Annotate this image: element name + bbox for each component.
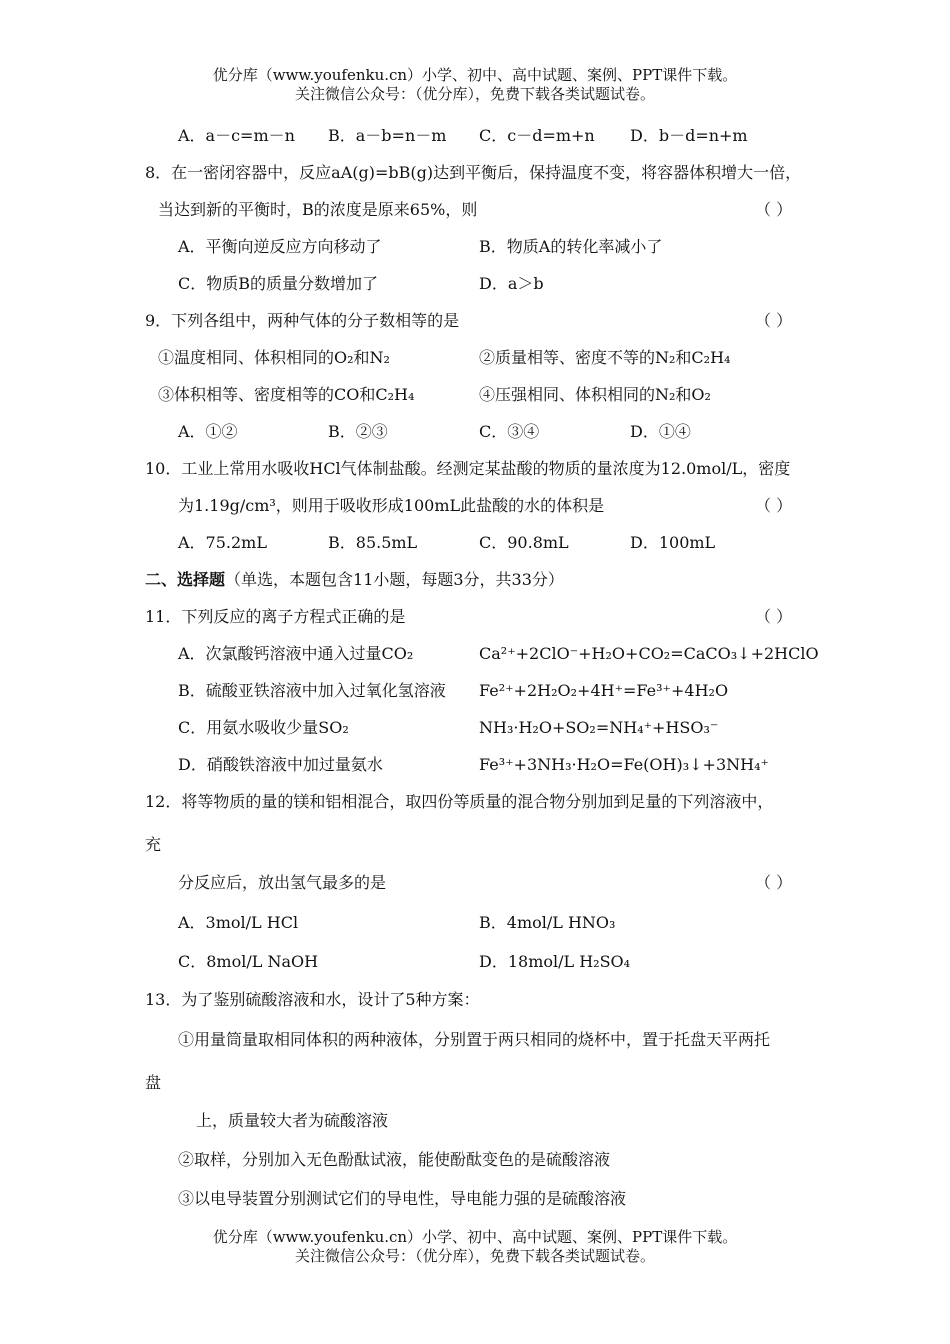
q12-option-c: C．8mol/L NaOH	[178, 952, 319, 971]
header-line-2: 关注微信公众号：（优分库），免费下载各类试题试卷。	[294, 85, 655, 103]
q13-item-2: ②取样，分别加入无色酚酞试液，能使酚酞变色的是硫酸溶液	[178, 1150, 611, 1169]
q9-item-1: ①温度相同、体积相同的O₂和N₂	[158, 348, 390, 367]
q8-option-a: A．平衡向逆反应方向移动了	[178, 237, 382, 256]
q8-stem-line-1: 8．在一密闭容器中，反应aA(g)=bB(g)达到平衡后，保持温度不变，将容器体积增大一倍，	[145, 163, 802, 182]
q13-item-1-line-3: 上，质量较大者为硫酸溶液	[196, 1111, 389, 1130]
section-2-title: 二、选择题	[145, 570, 226, 589]
q8-option-c: C．物质B的质量分数增加了	[178, 274, 379, 293]
q13-item-1-line-2: 盘	[145, 1073, 162, 1092]
q13-item-3: ③以电导装置分别测试它们的导电性，导电能力强的是硫酸溶液	[178, 1189, 627, 1208]
q9-option-d: D．①④	[630, 422, 691, 441]
q11-option-b-equation: Fe²⁺+2H₂O₂+4H⁺=Fe³⁺+4H₂O	[479, 681, 729, 700]
q12-option-b: B．4mol/L HNO₃	[479, 913, 616, 932]
q11-answer-blank: （ ）	[755, 607, 793, 626]
footer-line-2: 关注微信公众号：（优分库），免费下载各类试题试卷。	[294, 1247, 655, 1265]
footer-line-1: 优分库（www.youfenku.cn）小学、初中、高中试题、案例、PPT课件下载。	[212, 1228, 738, 1246]
q10-option-d: D．100mL	[630, 533, 716, 552]
q12-option-d: D．18mol/L H₂SO₄	[479, 952, 631, 971]
q7-option-c: C．c－d=m+n	[479, 126, 595, 145]
section-2-note: （单选，本题包含11小题，每题3分，共33分）	[225, 570, 564, 589]
q9-item-4: ④压强相同、体积相同的N₂和O₂	[479, 385, 711, 404]
q12-stem-line-3: 分反应后，放出氢气最多的是	[178, 873, 387, 892]
q9-item-3: ③体积相等、密度相等的CO和C₂H₄	[158, 385, 415, 404]
q10-stem-line-1: 10．工业上常用水吸收HCl气体制盐酸。经测定某盐酸的物质的量浓度为12.0mol/L，密度	[145, 459, 791, 478]
q8-option-d: D．a＞b	[479, 274, 544, 293]
q12-answer-blank: （ ）	[755, 873, 793, 892]
q9-option-c: C．③④	[479, 422, 540, 441]
q8-stem-line-2: 当达到新的平衡时，B的浓度是原来65%，则	[158, 200, 478, 219]
q12-option-a: A．3mol/L HCl	[178, 913, 299, 932]
q10-stem-line-2: 为1.19g/cm³，则用于吸收形成100mL此盐酸的水的体积是	[178, 496, 605, 515]
q10-answer-blank: （ ）	[755, 496, 793, 515]
q9-item-2: ②质量相等、密度不等的N₂和C₂H₄	[479, 348, 731, 367]
q7-option-a: A．a－c=m－n	[178, 126, 295, 145]
q8-answer-blank: （ ）	[755, 200, 793, 219]
q11-option-a-label: A．次氯酸钙溶液中通入过量CO₂	[178, 644, 414, 663]
q9-stem: 9．下列各组中，两种气体的分子数相等的是	[145, 311, 460, 330]
q11-option-d-label: D．硝酸铁溶液中加过量氨水	[178, 755, 383, 774]
q8-option-b: B．物质A的转化率减小了	[479, 237, 663, 256]
header-line-1: 优分库（www.youfenku.cn）小学、初中、高中试题、案例、PPT课件下载。	[212, 66, 738, 84]
q13-stem: 13．为了鉴别硫酸溶液和水，设计了5种方案：	[145, 990, 480, 1009]
q12-stem-line-1: 12．将等物质的量的镁和铝相混合，取四份等质量的混合物分别加到足量的下列溶液中，	[145, 792, 774, 811]
q9-answer-blank: （ ）	[755, 311, 793, 330]
q10-option-a: A．75.2mL	[178, 533, 267, 552]
q10-option-b: B．85.5mL	[328, 533, 418, 552]
page-footer	[0, 1228, 950, 1266]
q9-option-a: A．①②	[178, 422, 238, 441]
q7-option-d: D．b－d=n+m	[630, 126, 748, 145]
q11-option-c-equation: NH₃·H₂O+SO₂=NH₄⁺+HSO₃⁻	[479, 718, 719, 737]
q12-stem-line-2: 充	[145, 835, 162, 854]
section-2-heading	[145, 570, 564, 590]
q10-option-c: C．90.8mL	[479, 533, 569, 552]
q11-option-b-label: B．硫酸亚铁溶液中加入过氧化氢溶液	[178, 681, 446, 700]
q11-option-d-equation: Fe³⁺+3NH₃·H₂O=Fe(OH)₃↓+3NH₄⁺	[479, 755, 769, 774]
q13-item-1-line-1: ①用量筒量取相同体积的两种液体，分别置于两只相同的烧杯中，置于托盘天平两托	[178, 1030, 771, 1049]
q11-option-c-label: C．用氨水吸收少量SO₂	[178, 718, 349, 737]
q11-stem: 11．下列反应的离子方程式正确的是	[145, 607, 406, 626]
q7-option-b: B．a－b=n－m	[328, 126, 447, 145]
q9-option-b: B．②③	[328, 422, 388, 441]
q11-option-a-equation: Ca²⁺+2ClO⁻+H₂O+CO₂=CaCO₃↓+2HClO	[479, 644, 819, 663]
page-header	[0, 66, 950, 104]
